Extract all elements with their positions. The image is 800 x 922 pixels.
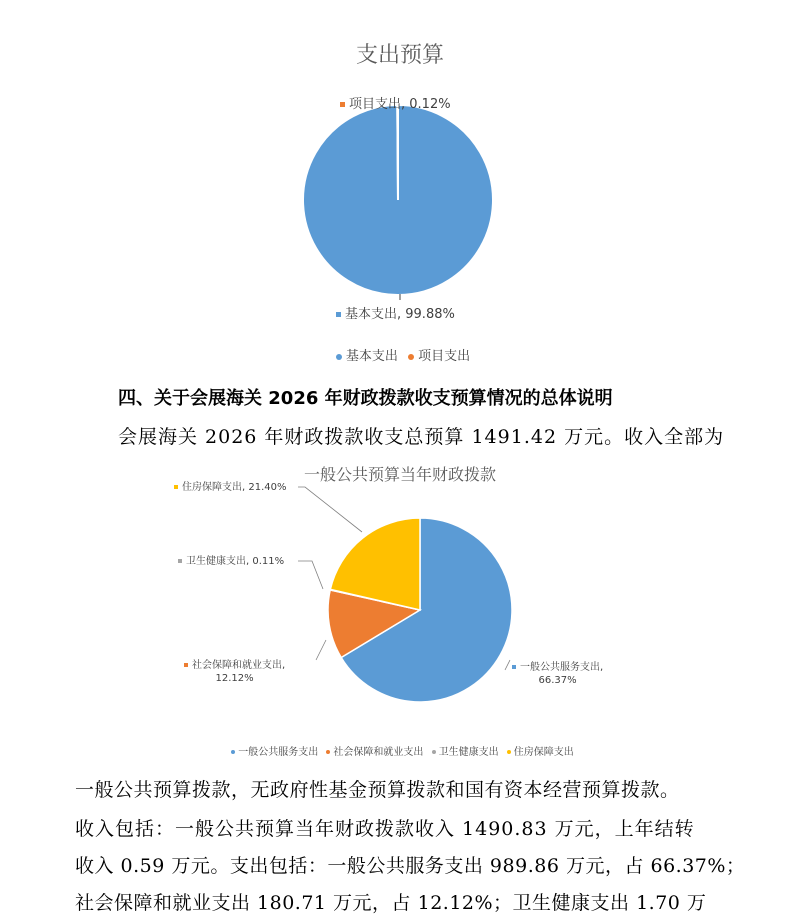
- chart2-label-social-text-2: 12.12%: [215, 673, 254, 684]
- chart2-label-social: [184, 659, 285, 685]
- chart2-label-housing-text: 住房保障支出, 21.40%: [182, 482, 287, 493]
- chart2-legend-social: 社会保障和就业支出: [333, 747, 424, 758]
- chart2-label-general-line1: [512, 661, 603, 674]
- chart2-legend-housing: 住房保障支出: [513, 747, 574, 758]
- chart2-label-housing-marker: [174, 485, 178, 489]
- chart2-legend-health: 卫生健康支出: [438, 747, 499, 758]
- section-heading: 四、关于会展海关 2026 年财政拨款收支预算情况的总体说明: [118, 388, 613, 409]
- chart1-label-basic-text: 基本支出, 99.88%: [345, 307, 455, 322]
- paragraph-line-3: 收入包括：一般公共预算当年财政拨款收入 1490.83 万元，上年结转: [75, 818, 695, 840]
- chart2-leader-housing: [298, 487, 362, 532]
- chart2-legend-housing-marker: [507, 750, 511, 754]
- chart2-label-social-line1: [184, 659, 285, 672]
- chart2-label-housing: [174, 481, 287, 494]
- chart2-leader-social: [316, 640, 326, 660]
- paragraph-line-5: 社会保障和就业支出 180.71 万元，占 12.12%；卫生健康支出 1.70 万: [75, 892, 707, 914]
- chart2-legend: [0, 743, 800, 758]
- chart2-label-health-text: 卫生健康支出, 0.11%: [186, 556, 285, 567]
- chart2-label-health: [178, 555, 284, 568]
- chart1-legend-project: 项目支出: [418, 349, 471, 364]
- chart1-legend-basic: 基本支出: [345, 349, 398, 364]
- chart2-label-general-text-2: 66.37%: [538, 675, 577, 686]
- chart2-label-social-text-1: 社会保障和就业支出,: [192, 660, 286, 671]
- chart2-label-general: [512, 661, 603, 687]
- chart2-leader-health: [298, 561, 323, 589]
- chart2-label-health-marker: [178, 559, 182, 563]
- chart1-title: 支出预算: [355, 43, 444, 68]
- chart2-title: 一般公共预算当年财政拨款: [303, 465, 496, 484]
- chart2-label-social-marker: [184, 663, 188, 667]
- chart2-legend-health-marker: [432, 750, 436, 754]
- chart2-leader-general: [505, 660, 510, 670]
- chart2-legend-general-marker: [231, 750, 235, 754]
- chart2-label-general-text-1: 一般公共服务支出,: [520, 662, 604, 673]
- paragraph-line-2: 一般公共预算拨款，无政府性基金预算拨款和国有资本经营预算拨款。: [75, 779, 680, 801]
- chart2-label-general-marker: [512, 665, 516, 669]
- chart2-legend-general: 一般公共服务支出: [238, 747, 319, 758]
- paragraph-line-4: 收入 0.59 万元。支出包括：一般公共服务支出 989.86 万元，占 66.37%；: [75, 855, 746, 877]
- chart2-legend-social-marker: [326, 750, 330, 754]
- paragraph-line-1: 会展海关 2026 年财政拨款收支总预算 1491.42 万元。收入全部为: [118, 426, 725, 448]
- chart1-label-project-text: 项目支出, 0.12%: [349, 97, 451, 112]
